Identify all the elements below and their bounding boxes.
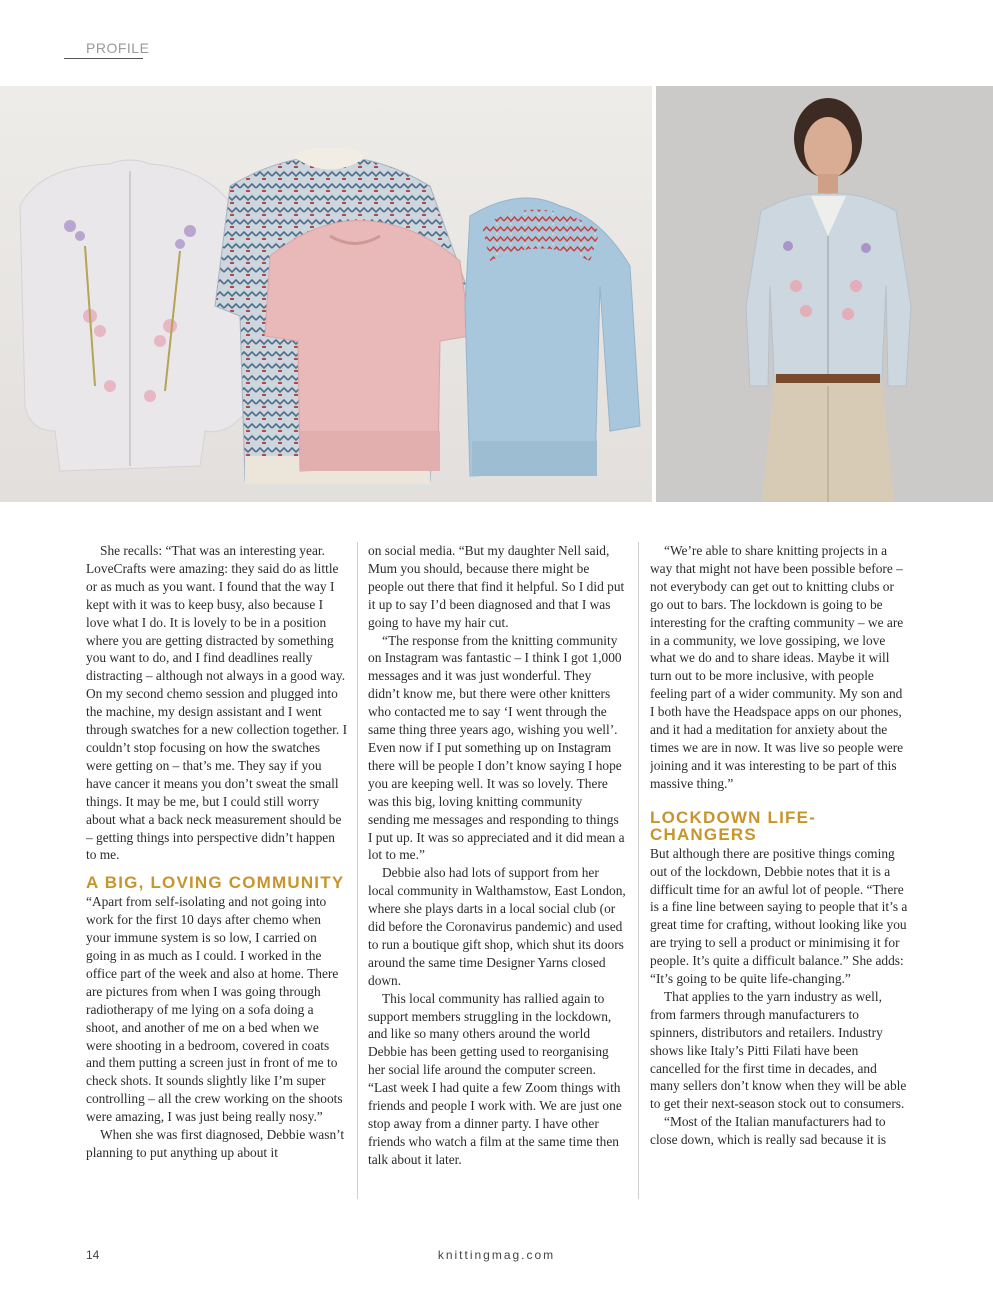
article-column-3 — [650, 542, 908, 1202]
subheading: LOCKDOWN LIFE-CHANGERS — [650, 807, 816, 844]
knitwear-flatlay-photo — [0, 86, 652, 502]
section-label: PROFILE — [64, 40, 143, 59]
body-paragraph: “The response from the knitting community on Instagram was fantastic – I think I got 1,000 messages and it was just wonderful. They didn’t know me, but there were other knitters who contacted me to say ‘I went through the same thing three years ago, wishing you well’. Even now if I put something up on Instagram there will be people I don’t know saying I hope you are keeping well. It was so lovely. There was this big, loving knitting community sending me messages and responding to things I put up. It was so appreciated and it did mean a lot to me.” — [368, 632, 625, 863]
body-paragraph: When she was first diagnosed, Debbie wasn’t planning to put anything up about it — [86, 1127, 345, 1160]
subheading: A BIG, LOVING COMMUNITY — [86, 873, 345, 893]
model-cardigan-photo — [656, 86, 993, 502]
body-paragraph: But although there are positive things coming out of the lockdown, Debbie notes that it is a difficult time for an awful lot of people. “There is a fine line between saying to people that it’s a great time for crafting, without looking like you are trying to sell a product or minimising it for people. It’s quite a difficult balance.” She adds: “It’s going to be quite life-changing.” — [650, 845, 908, 987]
article-column-2 — [368, 542, 626, 1202]
body-paragraph: “We’re able to share knitting projects in a way that might not have been possible before – not everybody can get out to knitting clubs or go out to bars. The lockdown is going to be interesting for the crafting community – we are in a community, we love gossiping, we love what we do and to share ideas. Maybe it will turn out to be more inclusive, with people feeling part of a wider community. My son and I both have the Headspace apps on our phones, and it had a meditation for anxiety about the times we are in now. It was live so people were joining and it was interesting to be part of this massive thing.” — [650, 543, 904, 791]
article-column-1 — [86, 542, 348, 1202]
footer-website: knittingmag.com — [437, 1248, 556, 1262]
body-paragraph: This local community has rallied again to support members struggling in the lockdown, and like so many others around the world Debbie has been getting used to reorganising her social life around the computer screen. “Last week I had quite a few Zoom things with friends and people I work with. We are just one stop away from a dinner party. I have other friends who watch a film at the same time then talk about it later. — [368, 990, 622, 1167]
body-paragraph: “Most of the Italian manufacturers had to close down, which is really sad because it is — [650, 1114, 887, 1148]
body-paragraph: Debbie also had lots of support from her local community in Walthamstow, East London, where she plays darts in a local social club (or did before the Coronavirus pandemic) and used to run a boutique gift shop, which shut its doors around the same time Designer Yarns closed down. — [368, 865, 626, 988]
body-paragraph: “Apart from self-isolating and not going into work for the first 10 days after chemo when your immune system is so low, I carried on going in as much as I could. I worked in the office part of the week and also at home. There are pictures from when I was going through radiotherapy of me lying on a sofa doing a shoot, and another of me on a bed when we were shooting in a bedroom, covered in coats and them putting a screen just in front of me to check shots. It sounds slightly like I’m super controlling – all the crew working on the shoots were amazing, I was just being really nosy.” — [86, 894, 343, 1125]
column-divider — [638, 542, 639, 1199]
page-number: 14 — [86, 1248, 100, 1262]
column-divider — [357, 542, 358, 1199]
body-paragraph: on social media. “But my daughter Nell said, Mum you should, because there might be people out there that find it helpful. So I did put it up to say I’d been diagnosed and that I was going to have my hair cut. — [368, 543, 625, 630]
body-paragraph: That applies to the yarn industry as well, from farmers through manufacturers to spinners, distributors and retailers. Industry shows like Italy’s Pitti Filati have been cancelled for the first time in decades, and many sellers don’t know when they will be able to get their next-season stock out to consumers. — [650, 988, 907, 1112]
body-paragraph: She recalls: “That was an interesting year. LoveCrafts were amazing: they said do as little or as much as you want. I found that the way I kept with it was to keep busy, also because I love what I do. It is lovely to be in a position where you are getting distracted by something you want to do, and I find deadlines really distracting – although not always in a good way. On my second chemo session and plugged into the machine, my design assistant and I went through swatches for a new collection together. I couldn’t stop focusing on how the swatches were getting on – that’s me. They say if you have cancer it means you don’t sweat the small things. It may be me, but I could still worry about what a back neck measurement should be – getting things into perspective didn’t happen to me. — [86, 543, 348, 863]
